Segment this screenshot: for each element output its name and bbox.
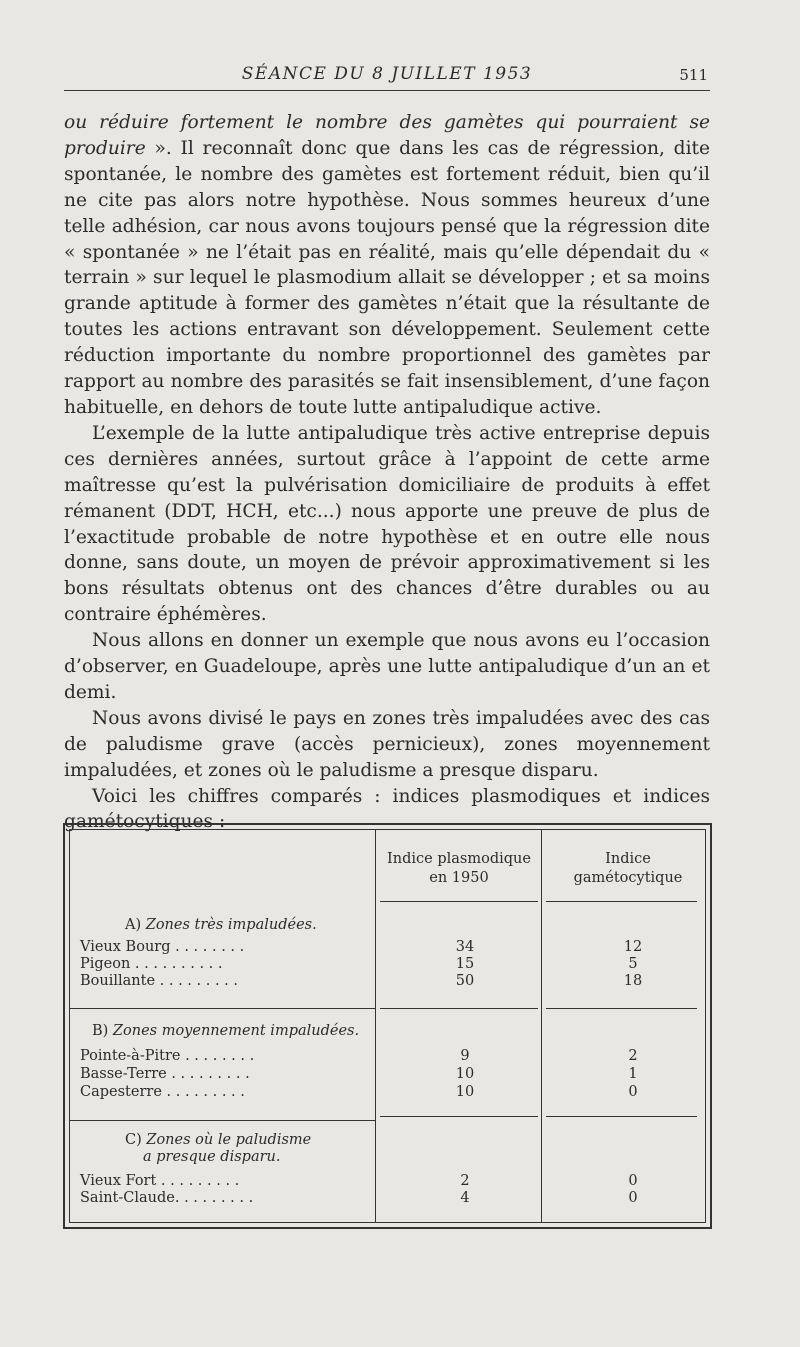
paragraph-5: Voici les chiffres comparés : indices plasmodiques et indices gamétocytiques : (64, 785, 710, 833)
table-row (80, 1048, 700, 1067)
gametocytic-value: 2 (628, 1048, 638, 1064)
gametocytic-value: 18 (623, 973, 643, 989)
paragraph-1-text: ». Il reconnaît donc que dans les cas de régression, dite spontanée, le nombre des gamètes est fortement réduit, bien qu’il ne cite pas alors notre hypothèse. Nous sommes heureux d’une telle adhésion, car nous avons toujours pensé que la régression dite « spontanée » ne l’était pas en réalité, mais qu’elle dépendait du « terrain » sur lequel le plasmodium allait se développer ; et sa moins grande aptitude à former des gamètes n’était que la résultante de toutes les actions entravant son développement. Seulement cette réduction importante du nombre proportionnel des gamètes par rapport au nombre des parasités se fait insensiblement, d’une façon habituelle, en dehors de toute lutte antipaludique active. (64, 137, 710, 418)
paragraph-1 (64, 110, 710, 421)
header-rule-1 (380, 901, 538, 902)
plasmodic-value: 9 (460, 1048, 470, 1064)
table-inner-frame (69, 829, 706, 1223)
gametocytic-value: 12 (623, 939, 643, 955)
plasmodic-value: 34 (455, 939, 475, 955)
group-c-title-line2: a presque disparu. (143, 1149, 281, 1165)
article-body (64, 110, 710, 835)
col-header-plasmodic: Indice plasmodique en 1950 (387, 851, 531, 886)
group-rule-b-left (70, 1120, 375, 1121)
group-b-label: Zones moyennement impaludées. (112, 1023, 360, 1039)
paragraph-3: Nous allons en donner un exemple que nous avons eu l’occasion d’observer, en Guadeloupe, après une lutte antipaludique d’un an et demi. (64, 630, 710, 703)
column-divider-2 (541, 830, 542, 1222)
table-row (80, 1066, 700, 1085)
group-rule-a-left (70, 1008, 375, 1009)
page-header (64, 62, 710, 91)
row-label: Capesterre . . . . . . . . . (80, 1084, 245, 1100)
group-rule-b-right (546, 1116, 697, 1117)
gametocytic-value: 0 (628, 1084, 638, 1100)
gametocytic-value: 0 (628, 1190, 638, 1206)
table-row (80, 1084, 700, 1103)
column-divider-1 (375, 830, 376, 1222)
page-number: 511 (679, 66, 708, 84)
row-label: Vieux Bourg . . . . . . . . (80, 939, 245, 955)
gametocytic-value: 1 (628, 1066, 638, 1082)
group-a-letter: A) (125, 917, 142, 933)
group-b-title (92, 1023, 359, 1039)
group-rule-a-mid (380, 1008, 538, 1009)
table-row (80, 1190, 700, 1209)
plasmodic-value: 2 (460, 1173, 470, 1189)
group-a-label: Zones très impaludées. (145, 917, 317, 933)
gametocytic-value: 5 (628, 956, 638, 972)
col-header-gametocytic: Indice gamétocytique (573, 851, 683, 886)
row-label: Saint-Claude. . . . . . . . . (80, 1190, 254, 1206)
group-c-label: Zones où le paludisme (146, 1132, 312, 1148)
row-label: Vieux Fort . . . . . . . . . (80, 1173, 240, 1189)
row-label: Bouillante . . . . . . . . . (80, 973, 238, 989)
plasmodic-value: 4 (460, 1190, 470, 1206)
row-label: Pointe-à-Pitre . . . . . . . . (80, 1048, 255, 1064)
paragraph-2: L’exemple de la lutte antipaludique très active entreprise depuis ces dernières années, surtout grâce à l’appoint de cette arme maîtresse qu’est la pulvérisation domiciliaire de produits à effet rémanent (DDT, HCH, etc...) nous apporte une preuve de plus de l’exactitude probable de notre hypothèse et en outre elle nous donne, sans doute, un moyen de prévoir approximativement si les bons résultats obtenus ont des chances d’être durables ou au contraire éphémères. (64, 422, 710, 626)
group-a-title (125, 917, 317, 933)
group-rule-b-mid (380, 1116, 538, 1117)
group-b-letter: B) (92, 1023, 109, 1039)
plasmodic-value: 50 (455, 973, 475, 989)
gametocytic-value: 0 (628, 1173, 638, 1189)
plasmodic-value: 10 (455, 1066, 475, 1082)
quoted-italic-lead: ou réduire fortement le nombre des gamètes qui pourraient se produire (64, 112, 710, 159)
row-label: Basse-Terre . . . . . . . . . (80, 1066, 250, 1082)
group-c-letter: C) (125, 1132, 142, 1148)
header-rule-2 (546, 901, 697, 902)
row-label: Pigeon . . . . . . . . . . (80, 956, 223, 972)
indices-table (63, 823, 712, 1229)
running-title: SÉANCE DU 8 JUILLET 1953 (241, 64, 533, 84)
paragraph-4: Nous avons divisé le pays en zones très impaludées avec des cas de paludisme grave (accès pernicieux), zones moyennement impaludées, et zones où le paludisme a presque disparu. (64, 707, 710, 781)
group-rule-a-right (546, 1008, 697, 1009)
plasmodic-value: 15 (455, 956, 475, 972)
plasmodic-value: 10 (455, 1084, 475, 1100)
table-row (80, 973, 700, 992)
group-c-title (125, 1132, 311, 1148)
